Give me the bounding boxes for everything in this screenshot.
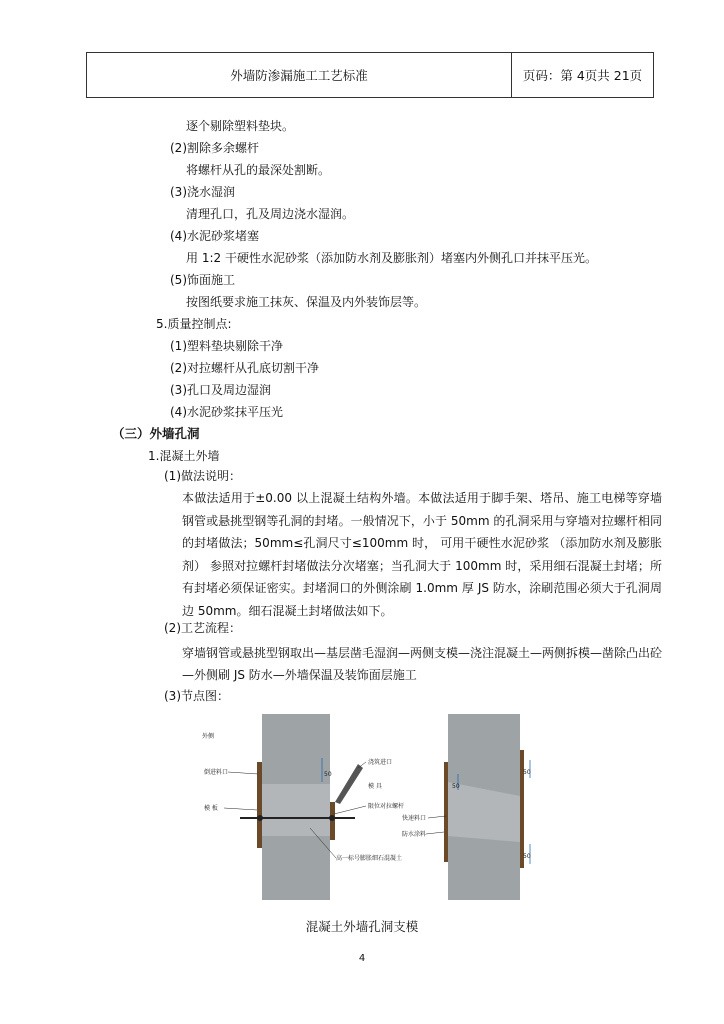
left-formwork [257, 762, 262, 848]
text-line: 按图纸要求施工抹灰、保温及内外装饰层等。 [186, 295, 427, 309]
step-heading: (4)水泥砂浆堵塞 [170, 229, 259, 243]
step-heading: (3)节点图： [164, 689, 229, 703]
right-formwork [330, 802, 335, 840]
pour-chute [335, 764, 363, 804]
section-heading: 5.质量控制点: [156, 317, 232, 331]
bolt-nut-left [257, 815, 263, 821]
label-formwork: 模 板 [204, 805, 218, 812]
text-line: 将螺杆从孔的最深处割断。 [186, 163, 331, 177]
list-item: (1)塑料垫块剔除干净 [170, 339, 283, 353]
label-bolt: 限位对拉螺杆 [368, 803, 405, 810]
step-heading: (2)割除多余螺杆 [170, 141, 259, 155]
node-diagram [200, 712, 540, 902]
page-info: 页码：第 4页共 21页 [522, 68, 643, 83]
text-line: 逐个剔除塑料垫块。 [186, 119, 295, 133]
step-heading: (5)饰面施工 [170, 273, 235, 287]
step-heading: (2)工艺流程： [164, 621, 241, 635]
list-item: (2)对拉螺杆从孔底切割干净 [170, 361, 319, 375]
figure-caption: 混凝土外墙孔洞支模 [305, 919, 419, 934]
dim-label-4: 50 [523, 853, 531, 860]
document-title: 外墙防渗漏施工工艺标准 [87, 53, 512, 97]
left-hole-fill [262, 784, 330, 836]
process-flow: 穿墙钢管或悬挑型钢取出—基层凿毛湿润—两侧支模—浇注混凝土—两侧拆模—凿除凸出砼—外侧刷 JS 防水—外墙保温及装饰面层施工 [182, 646, 663, 682]
page-number: 4 [358, 953, 366, 964]
step-heading: (1)做法说明： [164, 469, 241, 483]
right-wall-form-left [444, 762, 448, 862]
page-header [86, 52, 654, 98]
list-item: (4)水泥砂浆抹平压光 [170, 405, 283, 419]
dim-label-3: 50 [523, 769, 531, 776]
label-waterproof: 防水涂料 [402, 831, 427, 838]
dim-label-2: 50 [452, 783, 460, 790]
right-wall-form-right [520, 750, 524, 868]
label-pour-mouth: 浇筑进口 [368, 759, 393, 766]
label-form-panel: 模 具 [368, 783, 382, 790]
label-concrete: 高一标号膨胀细石混凝土 [336, 855, 403, 862]
label-hole-mouth: 倒进料口 [204, 769, 229, 776]
method-description: 本做法适用于±0.00 以上混凝土结构外墙。本做法适用于脚手架、塔吊、施工电梯等穿墙钢管或悬挑型钢等孔洞的封堵。一般情况下，小于 50mm 的孔洞采用与穿墙对拉螺杆相同的封堵做法；50mm≤孔洞尺寸≤100mm 时， 可用干硬性水泥砂浆 （添加防水剂及膨胀剂） 参照对拉螺杆封堵做法分次堵塞；当孔洞大于 100mm 时，采用细石混凝土封堵；所有封堵必须保证密实。封堵洞口的外侧涂刷 1.0mm 厚 JS 防水，涂刷范围必须大于孔洞周边 50mm。细石混凝土封堵做法如下。 [182, 491, 662, 618]
subsection-heading: 1.混凝土外墙 [148, 449, 220, 463]
bolt-nut-right [329, 815, 335, 821]
chapter-heading: （三）外墙孔洞 [112, 426, 200, 441]
label-seal-mouth: 快速料口 [402, 815, 427, 822]
text-line: 用 1:2 干硬性水泥砂浆（添加防水剂及膨胀剂）堵塞内外侧孔口并抹平压光。 [186, 251, 597, 265]
list-item: (3)孔口及周边湿润 [170, 383, 271, 397]
dim-label-1: 50 [324, 771, 332, 778]
step-heading: (3)浇水湿润 [170, 185, 235, 199]
label-outside: 外侧 [202, 733, 215, 740]
text-line: 清理孔口，孔及周边浇水湿润。 [186, 207, 355, 221]
